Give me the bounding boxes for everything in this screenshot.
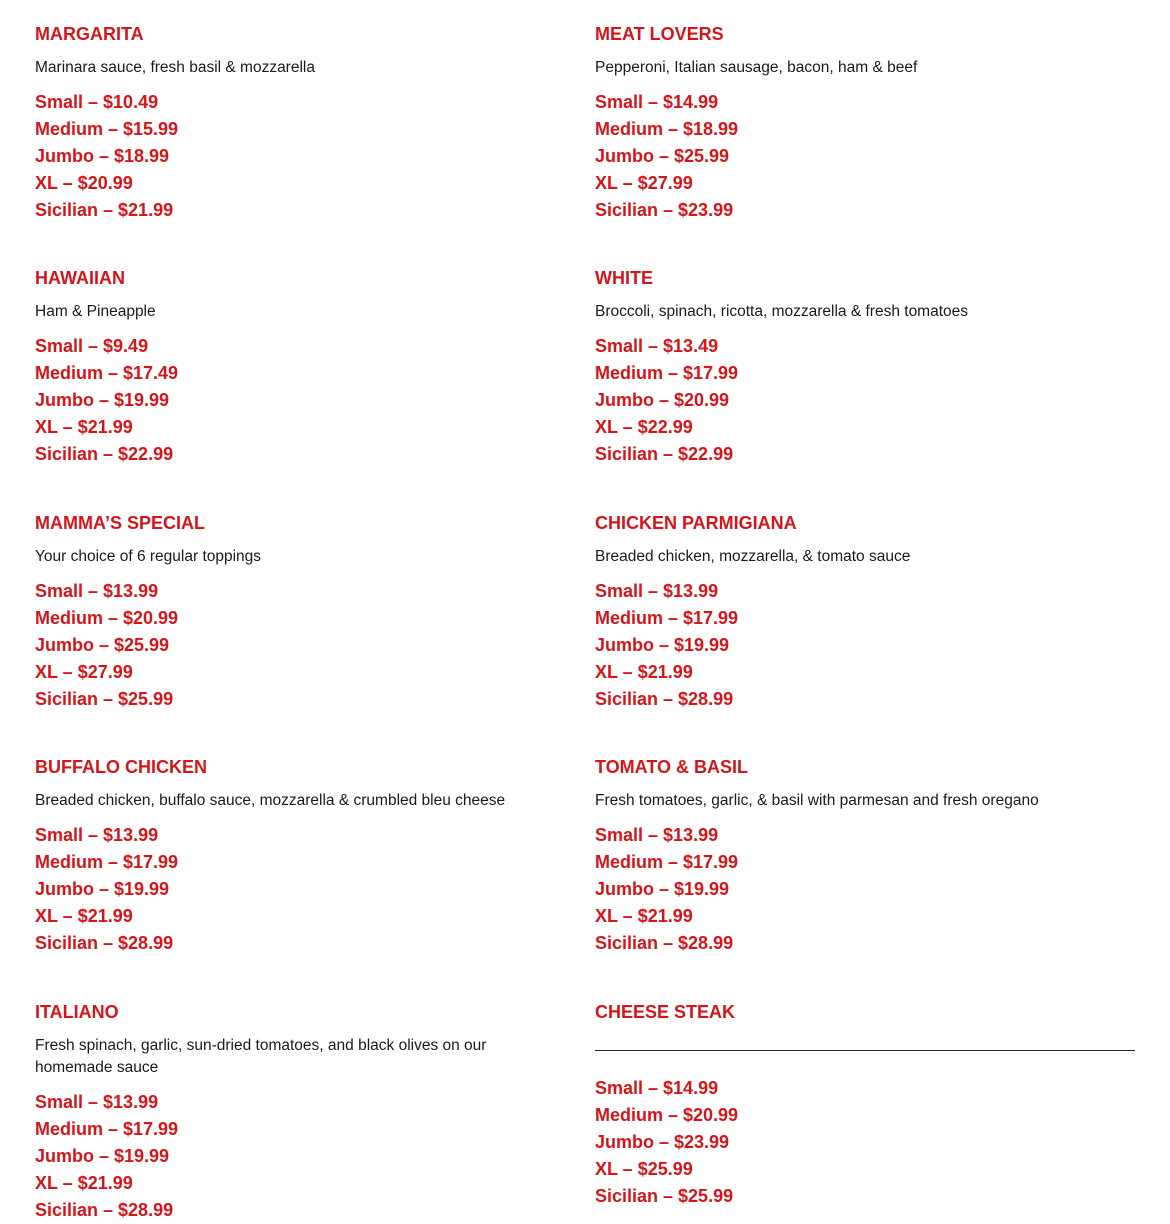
- price-sicilian: Sicilian – $28.99: [35, 933, 174, 953]
- price-xl: XL – $22.99: [595, 417, 693, 437]
- price-sicilian: Sicilian – $22.99: [595, 444, 734, 464]
- price-sicilian: Sicilian – $28.99: [595, 689, 734, 709]
- price-list: [35, 578, 575, 713]
- item-description: Breaded chicken, buffalo sauce, mozzarella & crumbled bleu cheese: [35, 792, 506, 809]
- price-xl: XL – $25.99: [595, 1159, 693, 1179]
- price-small: Small – $13.99: [595, 825, 719, 845]
- item-description: Ham & Pineapple: [35, 303, 156, 320]
- price-list: [35, 333, 575, 468]
- item-title: ITALIANO: [35, 1002, 119, 1022]
- price-medium: Medium – $17.99: [595, 852, 739, 872]
- item-title: MARGARITA: [35, 24, 144, 44]
- price-sicilian: Sicilian – $25.99: [35, 689, 174, 709]
- price-xl: XL – $21.99: [35, 1173, 133, 1193]
- item-description: Marinara sauce, fresh basil & mozzarella: [35, 59, 315, 76]
- menu-item-italiano: [35, 1001, 575, 1224]
- price-medium: Medium – $15.99: [35, 119, 179, 139]
- price-sicilian: Sicilian – $28.99: [595, 933, 734, 953]
- price-small: Small – $13.99: [35, 581, 159, 601]
- price-sicilian: Sicilian – $28.99: [35, 1200, 174, 1220]
- menu-item-cheese-steak: [595, 1001, 1135, 1210]
- price-list: [595, 1075, 1135, 1210]
- price-jumbo: Jumbo – $19.99: [35, 1146, 170, 1166]
- item-title: CHICKEN PARMIGIANA: [595, 513, 797, 533]
- item-description: Your choice of 6 regular toppings: [35, 548, 262, 565]
- price-list: [595, 822, 1135, 957]
- price-medium: Medium – $17.99: [595, 363, 739, 383]
- menu-item-meat-lovers: [595, 23, 1135, 224]
- item-title: HAWAIIAN: [35, 268, 125, 288]
- price-jumbo: Jumbo – $25.99: [35, 635, 170, 655]
- price-xl: XL – $21.99: [595, 662, 693, 682]
- price-medium: Medium – $17.99: [35, 1119, 179, 1139]
- menu-item-tomato-basil: [595, 756, 1135, 957]
- price-medium: Medium – $20.99: [595, 1105, 739, 1125]
- price-jumbo: Jumbo – $19.99: [595, 635, 730, 655]
- item-description: Fresh spinach, garlic, sun-dried tomatoes, and black olives on our homemade sauce: [35, 1037, 487, 1076]
- price-xl: XL – $27.99: [35, 662, 133, 682]
- price-jumbo: Jumbo – $25.99: [595, 146, 730, 166]
- price-medium: Medium – $18.99: [595, 119, 739, 139]
- menu-item-margarita: [35, 23, 575, 224]
- item-title: CHEESE STEAK: [595, 1002, 736, 1022]
- price-jumbo: Jumbo – $23.99: [595, 1132, 730, 1152]
- price-sicilian: Sicilian – $21.99: [35, 200, 174, 220]
- price-list: [35, 822, 575, 957]
- item-description: Broccoli, spinach, ricotta, mozzarella & fresh tomatoes: [595, 303, 969, 320]
- description-divider: [595, 1050, 1135, 1051]
- price-sicilian: Sicilian – $23.99: [595, 200, 734, 220]
- menu-item-buffalo-chicken: [35, 756, 575, 957]
- price-xl: XL – $21.99: [35, 417, 133, 437]
- price-list: [595, 333, 1135, 468]
- price-medium: Medium – $17.49: [35, 363, 179, 383]
- price-medium: Medium – $20.99: [35, 608, 179, 628]
- price-small: Small – $13.99: [35, 825, 159, 845]
- price-list: [595, 578, 1135, 713]
- item-title: TOMATO & BASIL: [595, 757, 748, 777]
- price-small: Small – $10.49: [35, 92, 159, 112]
- menu-item-mammas-special: [35, 512, 575, 713]
- price-list: [35, 1089, 575, 1224]
- price-list: [595, 89, 1135, 224]
- item-title: BUFFALO CHICKEN: [35, 757, 207, 777]
- price-list: [35, 89, 575, 224]
- menu-item-hawaiian: [35, 267, 575, 468]
- price-medium: Medium – $17.99: [595, 608, 739, 628]
- price-xl: XL – $20.99: [35, 173, 133, 193]
- menu-item-chicken-parmigiana: [595, 512, 1135, 713]
- menu-item-white: [595, 267, 1135, 468]
- price-jumbo: Jumbo – $18.99: [35, 146, 170, 166]
- price-small: Small – $9.49: [35, 336, 149, 356]
- item-title: MAMMA’S SPECIAL: [35, 513, 206, 533]
- price-small: Small – $13.99: [595, 581, 719, 601]
- price-small: Small – $14.99: [595, 92, 719, 112]
- price-jumbo: Jumbo – $20.99: [595, 390, 730, 410]
- price-jumbo: Jumbo – $19.99: [35, 390, 170, 410]
- item-description: Fresh tomatoes, garlic, & basil with parmesan and fresh oregano: [595, 792, 1039, 809]
- price-xl: XL – $21.99: [595, 906, 693, 926]
- price-jumbo: Jumbo – $19.99: [35, 879, 170, 899]
- price-small: Small – $14.99: [595, 1078, 719, 1098]
- price-sicilian: Sicilian – $25.99: [595, 1186, 734, 1206]
- price-xl: XL – $27.99: [595, 173, 693, 193]
- item-title: MEAT LOVERS: [595, 24, 724, 44]
- price-sicilian: Sicilian – $22.99: [35, 444, 174, 464]
- price-small: Small – $13.49: [595, 336, 719, 356]
- price-small: Small – $13.99: [35, 1092, 159, 1112]
- price-xl: XL – $21.99: [35, 906, 133, 926]
- item-description: Breaded chicken, mozzarella, & tomato sauce: [595, 548, 911, 565]
- price-medium: Medium – $17.99: [35, 852, 179, 872]
- item-description: Pepperoni, Italian sausage, bacon, ham & beef: [595, 59, 918, 76]
- item-title: WHITE: [595, 268, 653, 288]
- price-jumbo: Jumbo – $19.99: [595, 879, 730, 899]
